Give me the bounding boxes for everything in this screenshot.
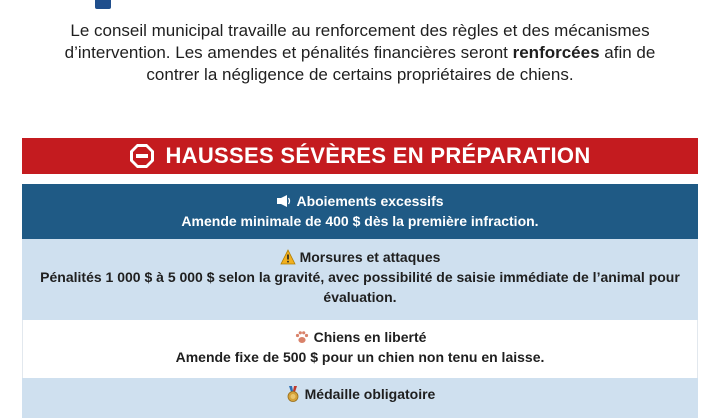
rule-title-row [32,191,688,211]
intro-text-before: Le conseil municipal travaille au renforcement des règles et des mécanismes d’intervention. Les amendes et pénalités financières seront [64,21,650,62]
rule-barking [22,184,698,239]
rule-title: Médaille obligatoire [304,386,436,402]
rule-body: Amende fixe de 500 $ pour un chien non tenu en laisse. [175,349,545,365]
cropped-header [0,0,720,14]
rules-list [22,184,698,418]
rule-title-row [33,327,687,347]
document-icon [95,0,111,9]
warning-icon [280,249,296,265]
rule-title: Aboiements excessifs [296,193,444,209]
rule-body: Amende minimale de 400 $ dès la première infraction. [181,213,539,229]
stop-icon [129,143,155,169]
banner-title: HAUSSES SÉVÈRES EN PRÉPARATION [165,143,591,168]
intro-bold-word: renforcées [512,43,600,62]
medal-icon [285,386,301,402]
rule-title: Chiens en liberté [313,329,427,345]
intro-text-after: afin de contrer la négligence de certains propriétaires de chiens. [146,43,656,84]
rule-bites [22,239,698,320]
megaphone-icon [276,193,292,209]
rule-title-row [32,247,688,267]
rule-title: Morsures et attaques [299,249,441,265]
paw-icon [294,329,310,345]
rule-medal [22,378,698,418]
intro-paragraph [40,20,680,86]
rule-title-row [32,384,688,404]
rule-body: Pénalités 1 000 $ à 5 000 $ selon la gravité, avec possibilité de saisie immédiate de l’animal pour évaluation. [40,269,680,305]
rule-off-leash [22,320,698,378]
cropped-heading [95,0,122,12]
warning-banner [22,138,698,174]
